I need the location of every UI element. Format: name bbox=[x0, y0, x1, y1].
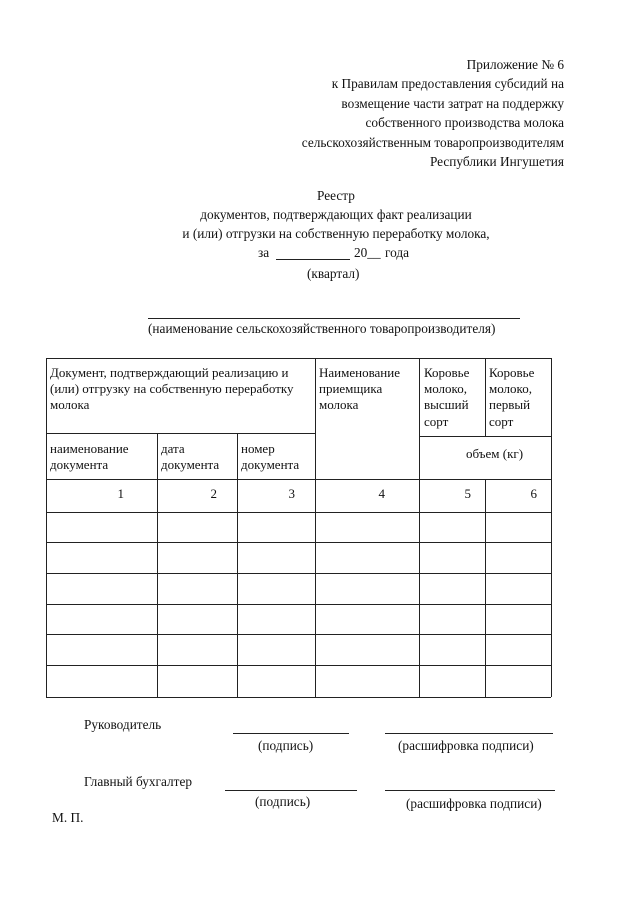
column-number: 3 bbox=[288, 486, 295, 501]
document-title bbox=[0, 186, 640, 243]
subheader-document-date: дата документа bbox=[161, 441, 220, 473]
head-label: Руководитель bbox=[84, 717, 162, 732]
table-border-left bbox=[46, 358, 47, 697]
title-line-3: и (или) отгрузки на собственную переработку молока, bbox=[182, 226, 490, 241]
subheader-document-name: наименование документа bbox=[50, 441, 129, 473]
subheader-volume: объем (кг) bbox=[466, 446, 524, 461]
table-line-milk-split bbox=[419, 436, 551, 437]
accountant-decode-caption: (расшифровка подписи) bbox=[406, 796, 542, 811]
column-number: 1 bbox=[117, 486, 124, 501]
header-milk-top-grade: Коровье молоко, высший сорт bbox=[424, 365, 470, 429]
appendix-line: возмещение части затрат на поддержку bbox=[341, 95, 564, 111]
period-note: (квартал) bbox=[307, 266, 360, 281]
appendix-line: к Правилам предоставления субсидий на bbox=[331, 76, 564, 92]
head-decode-line bbox=[385, 733, 553, 734]
title-line-1: Реестр bbox=[317, 188, 355, 203]
table-col-line bbox=[485, 479, 486, 697]
header-document: Документ, подтверждающий реализацию и (или) отгрузку на собственную переработку молока bbox=[50, 365, 294, 413]
accountant-decode-line bbox=[385, 790, 555, 791]
accountant-signature-caption: (подпись) bbox=[255, 794, 311, 809]
table-line-numbers-end bbox=[46, 512, 551, 513]
appendix-line: Республики Ингушетия bbox=[429, 154, 564, 170]
producer-caption: (наименование сельскохозяйственного товаропроизводителя) bbox=[148, 321, 496, 336]
accountant-signature-line bbox=[225, 790, 357, 791]
appendix-line: собственного производства молока bbox=[365, 115, 564, 131]
table-line-doc-split bbox=[46, 433, 315, 434]
table-border-right bbox=[551, 358, 552, 697]
appendix-line: Приложение № 6 bbox=[466, 57, 564, 72]
accountant-label: Главный бухгалтер bbox=[84, 774, 193, 789]
producer-name-line bbox=[148, 318, 520, 319]
column-number: 4 bbox=[378, 486, 385, 501]
table-line-header-end bbox=[46, 479, 551, 480]
period-year: 20__ bbox=[354, 245, 381, 260]
head-decode-caption: (расшифровка подписи) bbox=[398, 738, 534, 753]
period-prefix: за bbox=[258, 245, 270, 260]
column-number: 6 bbox=[530, 486, 537, 501]
period-blank-line bbox=[276, 259, 350, 260]
head-signature-line bbox=[233, 733, 349, 734]
column-number: 2 bbox=[210, 486, 217, 501]
table-row-line bbox=[46, 665, 551, 666]
table-row-line bbox=[46, 604, 551, 605]
table-col-line bbox=[419, 358, 420, 697]
head-signature-caption: (подпись) bbox=[258, 738, 314, 753]
subheader-document-number: номер документа bbox=[241, 441, 300, 473]
header-receiver: Наименование приемщика молока bbox=[319, 365, 400, 413]
table-row-line bbox=[46, 542, 551, 543]
header-milk-first-grade: Коровье молоко, первый сорт bbox=[489, 365, 535, 429]
column-number: 5 bbox=[464, 486, 471, 501]
appendix-line: сельскохозяйственным товаропроизводителям bbox=[301, 134, 564, 150]
table-border-top bbox=[46, 358, 551, 359]
table-row-line bbox=[46, 634, 551, 635]
table-col-line bbox=[485, 358, 486, 436]
table-row-line bbox=[46, 573, 551, 574]
table-border-bottom bbox=[46, 697, 551, 698]
table-col-line bbox=[315, 358, 316, 697]
appendix-header bbox=[302, 55, 564, 171]
period-suffix: года bbox=[385, 245, 410, 260]
table-col-line bbox=[157, 433, 158, 697]
table-col-line bbox=[237, 433, 238, 697]
title-line-2: документов, подтверждающих факт реализации bbox=[200, 207, 472, 222]
stamp-place: М. П. bbox=[52, 810, 84, 825]
